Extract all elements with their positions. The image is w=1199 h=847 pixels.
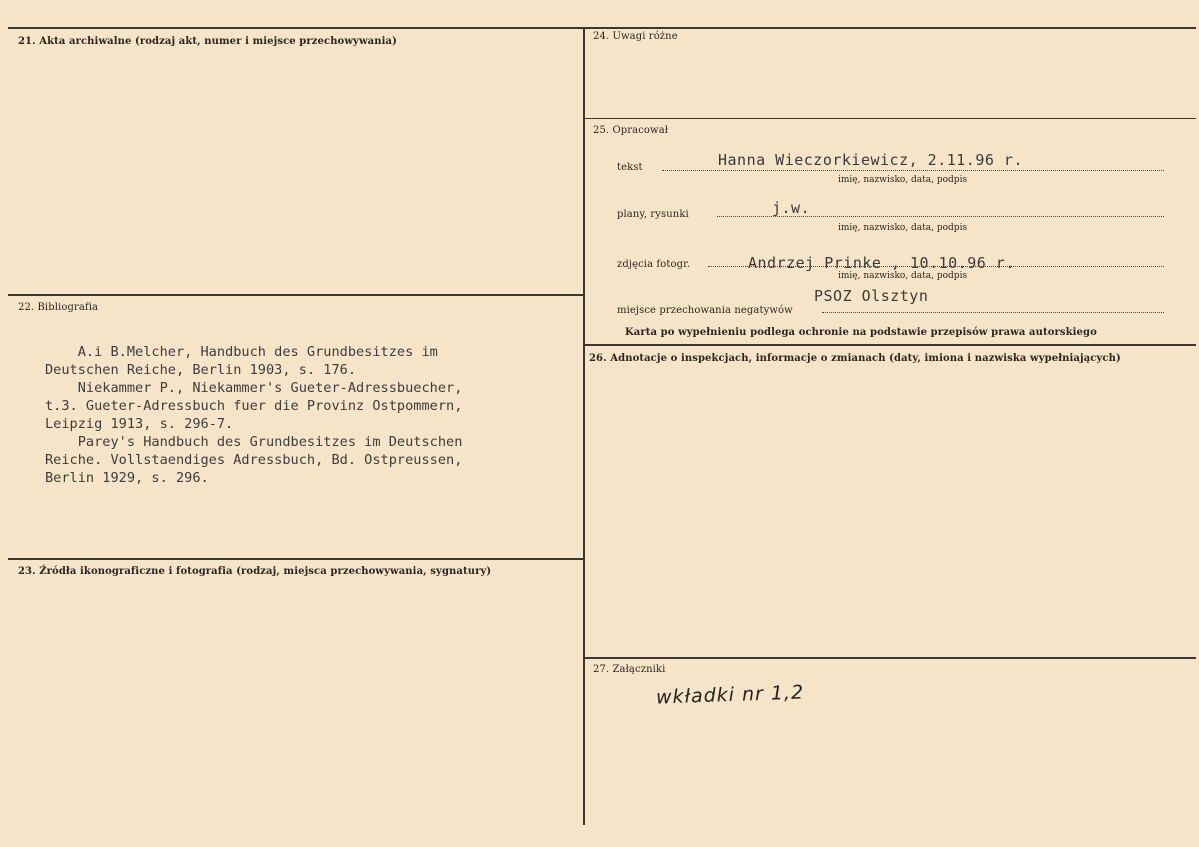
divider-21-22 — [8, 294, 585, 296]
plany-value: j.w. — [772, 199, 811, 217]
handwritten-attachments: wkładki nr 1,2 — [655, 681, 805, 709]
tekst-line — [662, 170, 1164, 171]
copyright-note: Karta po wypełnieniu podlega ochronie na podstawie przepisów prawa autorskiego — [625, 327, 1097, 338]
bibliography-text: A.i B.Melcher, Handbuch des Grundbesitzes im Deutschen Reiche, Berlin 1903, s. 176. Niekammer P., Niekammer's Gueter-Adressbuecher, t.3. Gueter-Adressbuch fuer die Provinz Ostpommern, Leipzig 1913, s. 296-7. Parey's Handbuch des Grundbesitzes im Deutschen Reiche. Vollstaendiges Adressbuch, Bd. Ostpreussen, Berlin 1929, s. 296. — [45, 344, 463, 486]
section-27-label: 27. Załączniki — [593, 664, 666, 675]
plany-label: plany, rysunki — [617, 209, 689, 220]
miejsce-value: PSOZ Olsztyn — [814, 287, 929, 305]
tekst-caption: imię, nazwisko, data, podpis — [838, 175, 968, 185]
zdjecia-label: zdjęcia fotogr. — [617, 259, 691, 270]
section-26-label: 26. Adnotacje o inspekcjach, informacje o zmianach (daty, imiona i nazwiska wypełniających) — [589, 353, 1121, 364]
section-22-label: 22. Bibliografia — [18, 302, 99, 313]
miejsce-line — [822, 312, 1164, 313]
section-25-label: 25. Opracował — [593, 125, 669, 136]
tekst-label: tekst — [617, 162, 643, 173]
divider-24-25 — [585, 118, 1196, 119]
zdjecia-caption: imię, nazwisko, data, podpis — [838, 271, 968, 281]
section-21-label: 21. Akta archiwalne (rodzaj akt, numer i miejsce przechowywania) — [18, 36, 397, 47]
divider-25-26 — [585, 344, 1196, 346]
center-divider — [583, 27, 585, 825]
divider-26-27 — [585, 657, 1196, 659]
section-24-label: 24. Uwagi różne — [593, 31, 678, 42]
zdjecia-value: Andrzej Prinke , 10.10.96 r. — [748, 254, 1015, 272]
top-border — [8, 27, 1196, 29]
tekst-value: Hanna Wieczorkiewicz, 2.11.96 r. — [718, 151, 1023, 169]
plany-caption: imię, nazwisko, data, podpis — [838, 223, 968, 233]
miejsce-label: miejsce przechowania negatywów — [617, 305, 793, 316]
divider-22-23 — [8, 558, 585, 560]
section-23-label: 23. Źródła ikonograficzne i fotografia (rodzaj, miejsca przechowywania, sygnatury) — [18, 566, 492, 577]
